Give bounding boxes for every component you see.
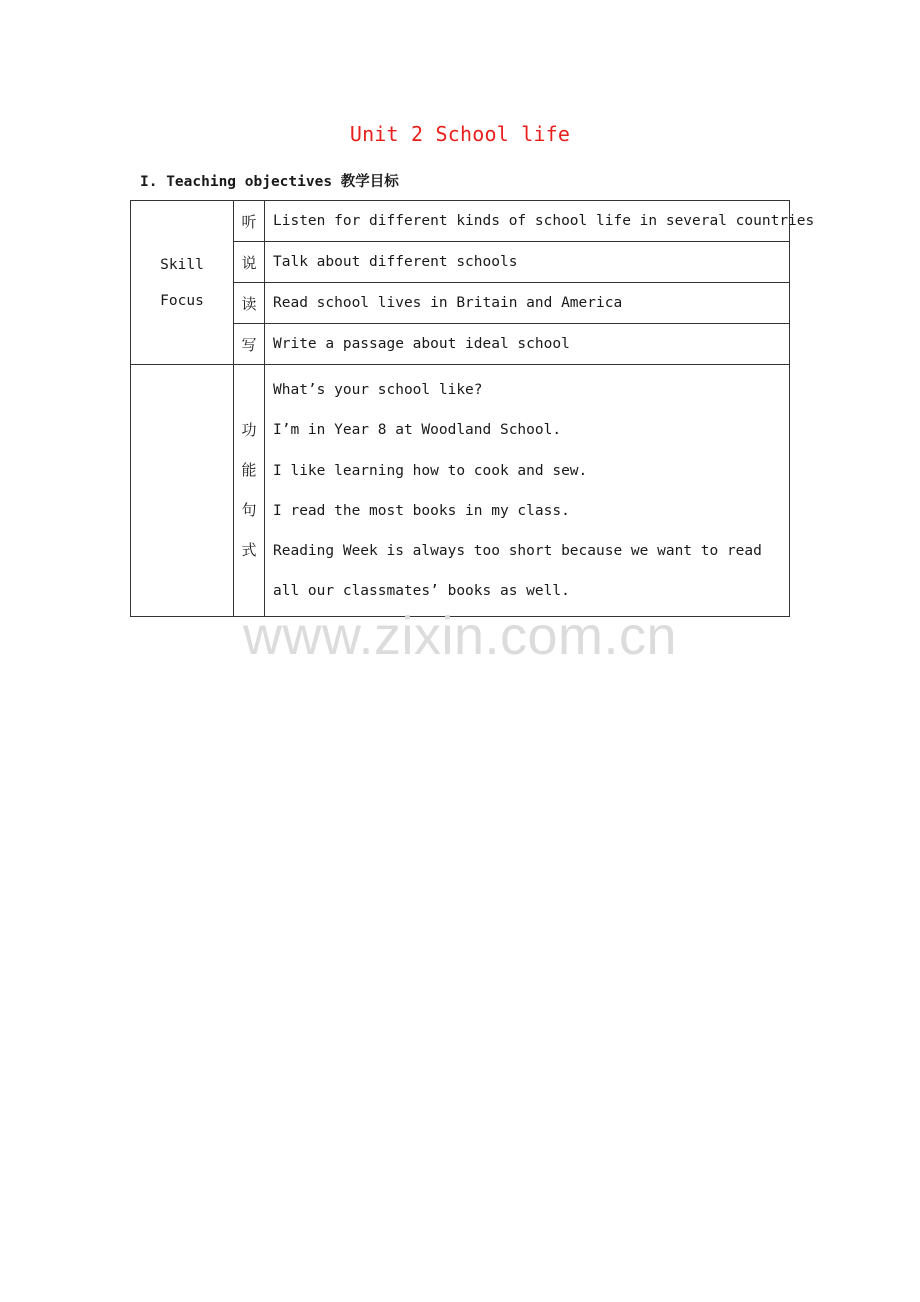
label-char: 句 xyxy=(241,501,257,520)
watermark: www.zixin.com.cn xyxy=(242,606,678,666)
sentence: I’m in Year 8 at Woodland School. xyxy=(273,422,562,439)
skill-char-reading: 读 xyxy=(234,283,265,324)
functional-sentences-label xyxy=(234,365,265,617)
skill-content-writing: Write a passage about ideal school xyxy=(265,324,790,365)
sentence: What’s your school like? xyxy=(273,382,483,398)
document-title: Unit 2 School life xyxy=(349,122,571,146)
skill-char-speaking: 说 xyxy=(234,242,265,283)
label-char: 能 xyxy=(241,461,257,480)
skill-content-listening: Listen for different kinds of school life in several countries xyxy=(265,201,790,242)
skill-content-reading: Read school lives in Britain and America xyxy=(265,283,790,324)
functional-sentences-content xyxy=(265,365,790,617)
table-row xyxy=(131,201,790,242)
label-char: 功 xyxy=(241,421,257,440)
teaching-objectives-table xyxy=(130,200,815,617)
section-heading: I. Teaching objectives 教学目标 xyxy=(140,174,399,190)
skill-char-listening: 听 xyxy=(234,201,265,242)
empty-category-cell xyxy=(131,365,234,617)
sentence: I like learning how to cook and sew. xyxy=(273,462,588,479)
sentence: I read the most books in my class. xyxy=(273,502,570,519)
category-label-line2: Focus xyxy=(160,292,204,309)
category-label-line1: Skill xyxy=(160,256,204,273)
skill-focus-category xyxy=(131,201,234,365)
skill-char-writing: 写 xyxy=(234,324,265,365)
table-row xyxy=(131,365,790,617)
label-char: 式 xyxy=(241,541,257,560)
sentence: Reading Week is always too short because we want to read all our classmates’ books as well. xyxy=(273,543,762,600)
skill-content-speaking: Talk about different schools xyxy=(265,242,790,283)
